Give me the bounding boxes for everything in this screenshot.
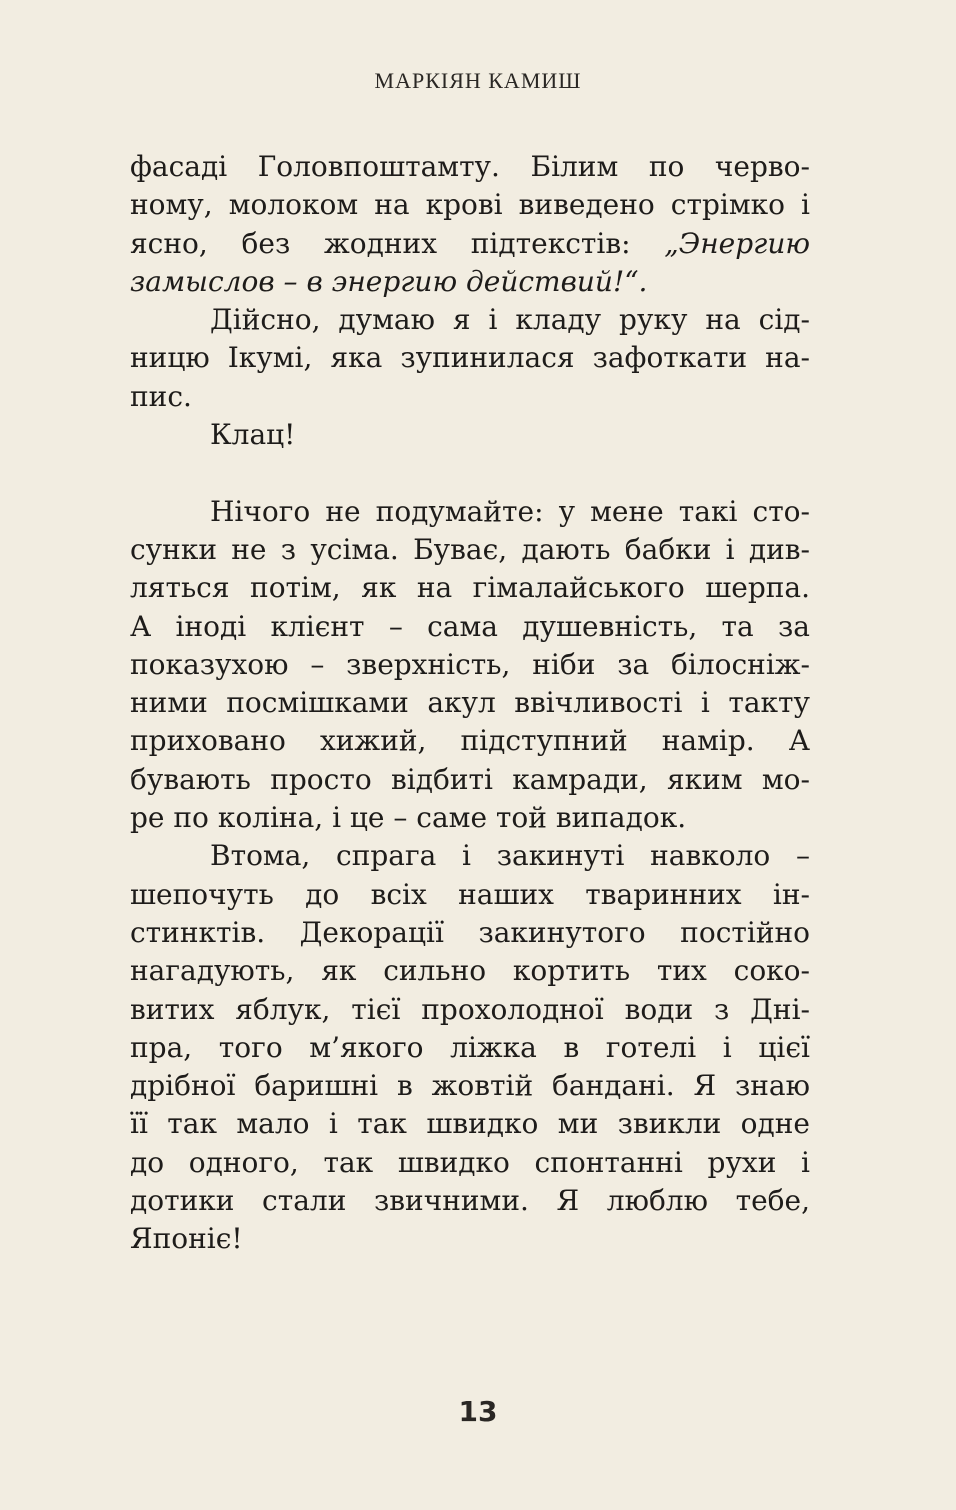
text-line: Нічого не подумайте: у мене такі сто-: [210, 494, 810, 528]
text-line: витих яблук, тієї прохолодної води з Дні-: [130, 992, 810, 1026]
section-break: [130, 454, 810, 492]
text-line: дрібної баришні в жовтій бандані. Я знаю: [130, 1069, 810, 1103]
text-line: ному, молоком на крові виведено стрімко і: [130, 188, 810, 222]
quote-italic: замыслов – в энергию действий!“.: [130, 264, 648, 298]
text-line: [130, 225, 810, 263]
text-line: пра, того м’якого ліжка в готелі і цієї: [130, 1030, 810, 1064]
text-line: приховано хижий, підступний намір. А: [130, 724, 810, 758]
text-line: її так мало і так швидко ми звикли одне: [130, 1107, 810, 1141]
text-line: ляться потім, як на гімалайського шерпа.: [130, 571, 810, 605]
text-line: дотики стали звичними. Я люблю тебе,: [130, 1184, 810, 1218]
text-line: Дійсно, думаю я і кладу руку на сід-: [210, 303, 810, 337]
text-line: нагадують, як сильно кортить тих соко-: [130, 954, 810, 988]
text-line: Клац!: [210, 418, 296, 452]
text-line: стинктів. Декорації закинутого постійно: [130, 915, 810, 949]
text-line: Втома, спрага і закинуті навколо –: [210, 839, 810, 873]
page-number: 13: [458, 1395, 498, 1428]
quote-italic: „Энергию: [664, 226, 810, 260]
text-segment: ясно, без жодних підтекстів:: [130, 226, 665, 260]
text-line: бувають просто відбиті камради, яким мо-: [130, 762, 810, 796]
text-line: сунки не з усіма. Буває, дають бабки і див-: [130, 532, 810, 566]
body-text: [130, 148, 810, 1259]
text-line: ними посмішками акул ввічливості і такту: [130, 686, 810, 720]
running-head: МАРКІЯН КАМИШ: [374, 68, 582, 93]
text-line: пис.: [130, 379, 192, 413]
text-line: ницю Ікумі, яка зупинилася зафоткати на-: [130, 341, 810, 375]
text-line: фасаді Головпоштамту. Білим по черво-: [130, 150, 810, 183]
text-line: показухою – зверхність, ніби за білосніж-: [130, 647, 810, 681]
text-line: Японіє!: [130, 1222, 243, 1256]
text-line: шепочуть до всіх наших тваринних ін-: [130, 877, 810, 911]
text-line: до одного, так швидко спонтанні рухи і: [130, 1145, 810, 1179]
text-line: А іноді клієнт – сама душевність, та за: [130, 609, 810, 643]
text-line: ре по коліна, і це – саме той випадок.: [130, 801, 687, 835]
